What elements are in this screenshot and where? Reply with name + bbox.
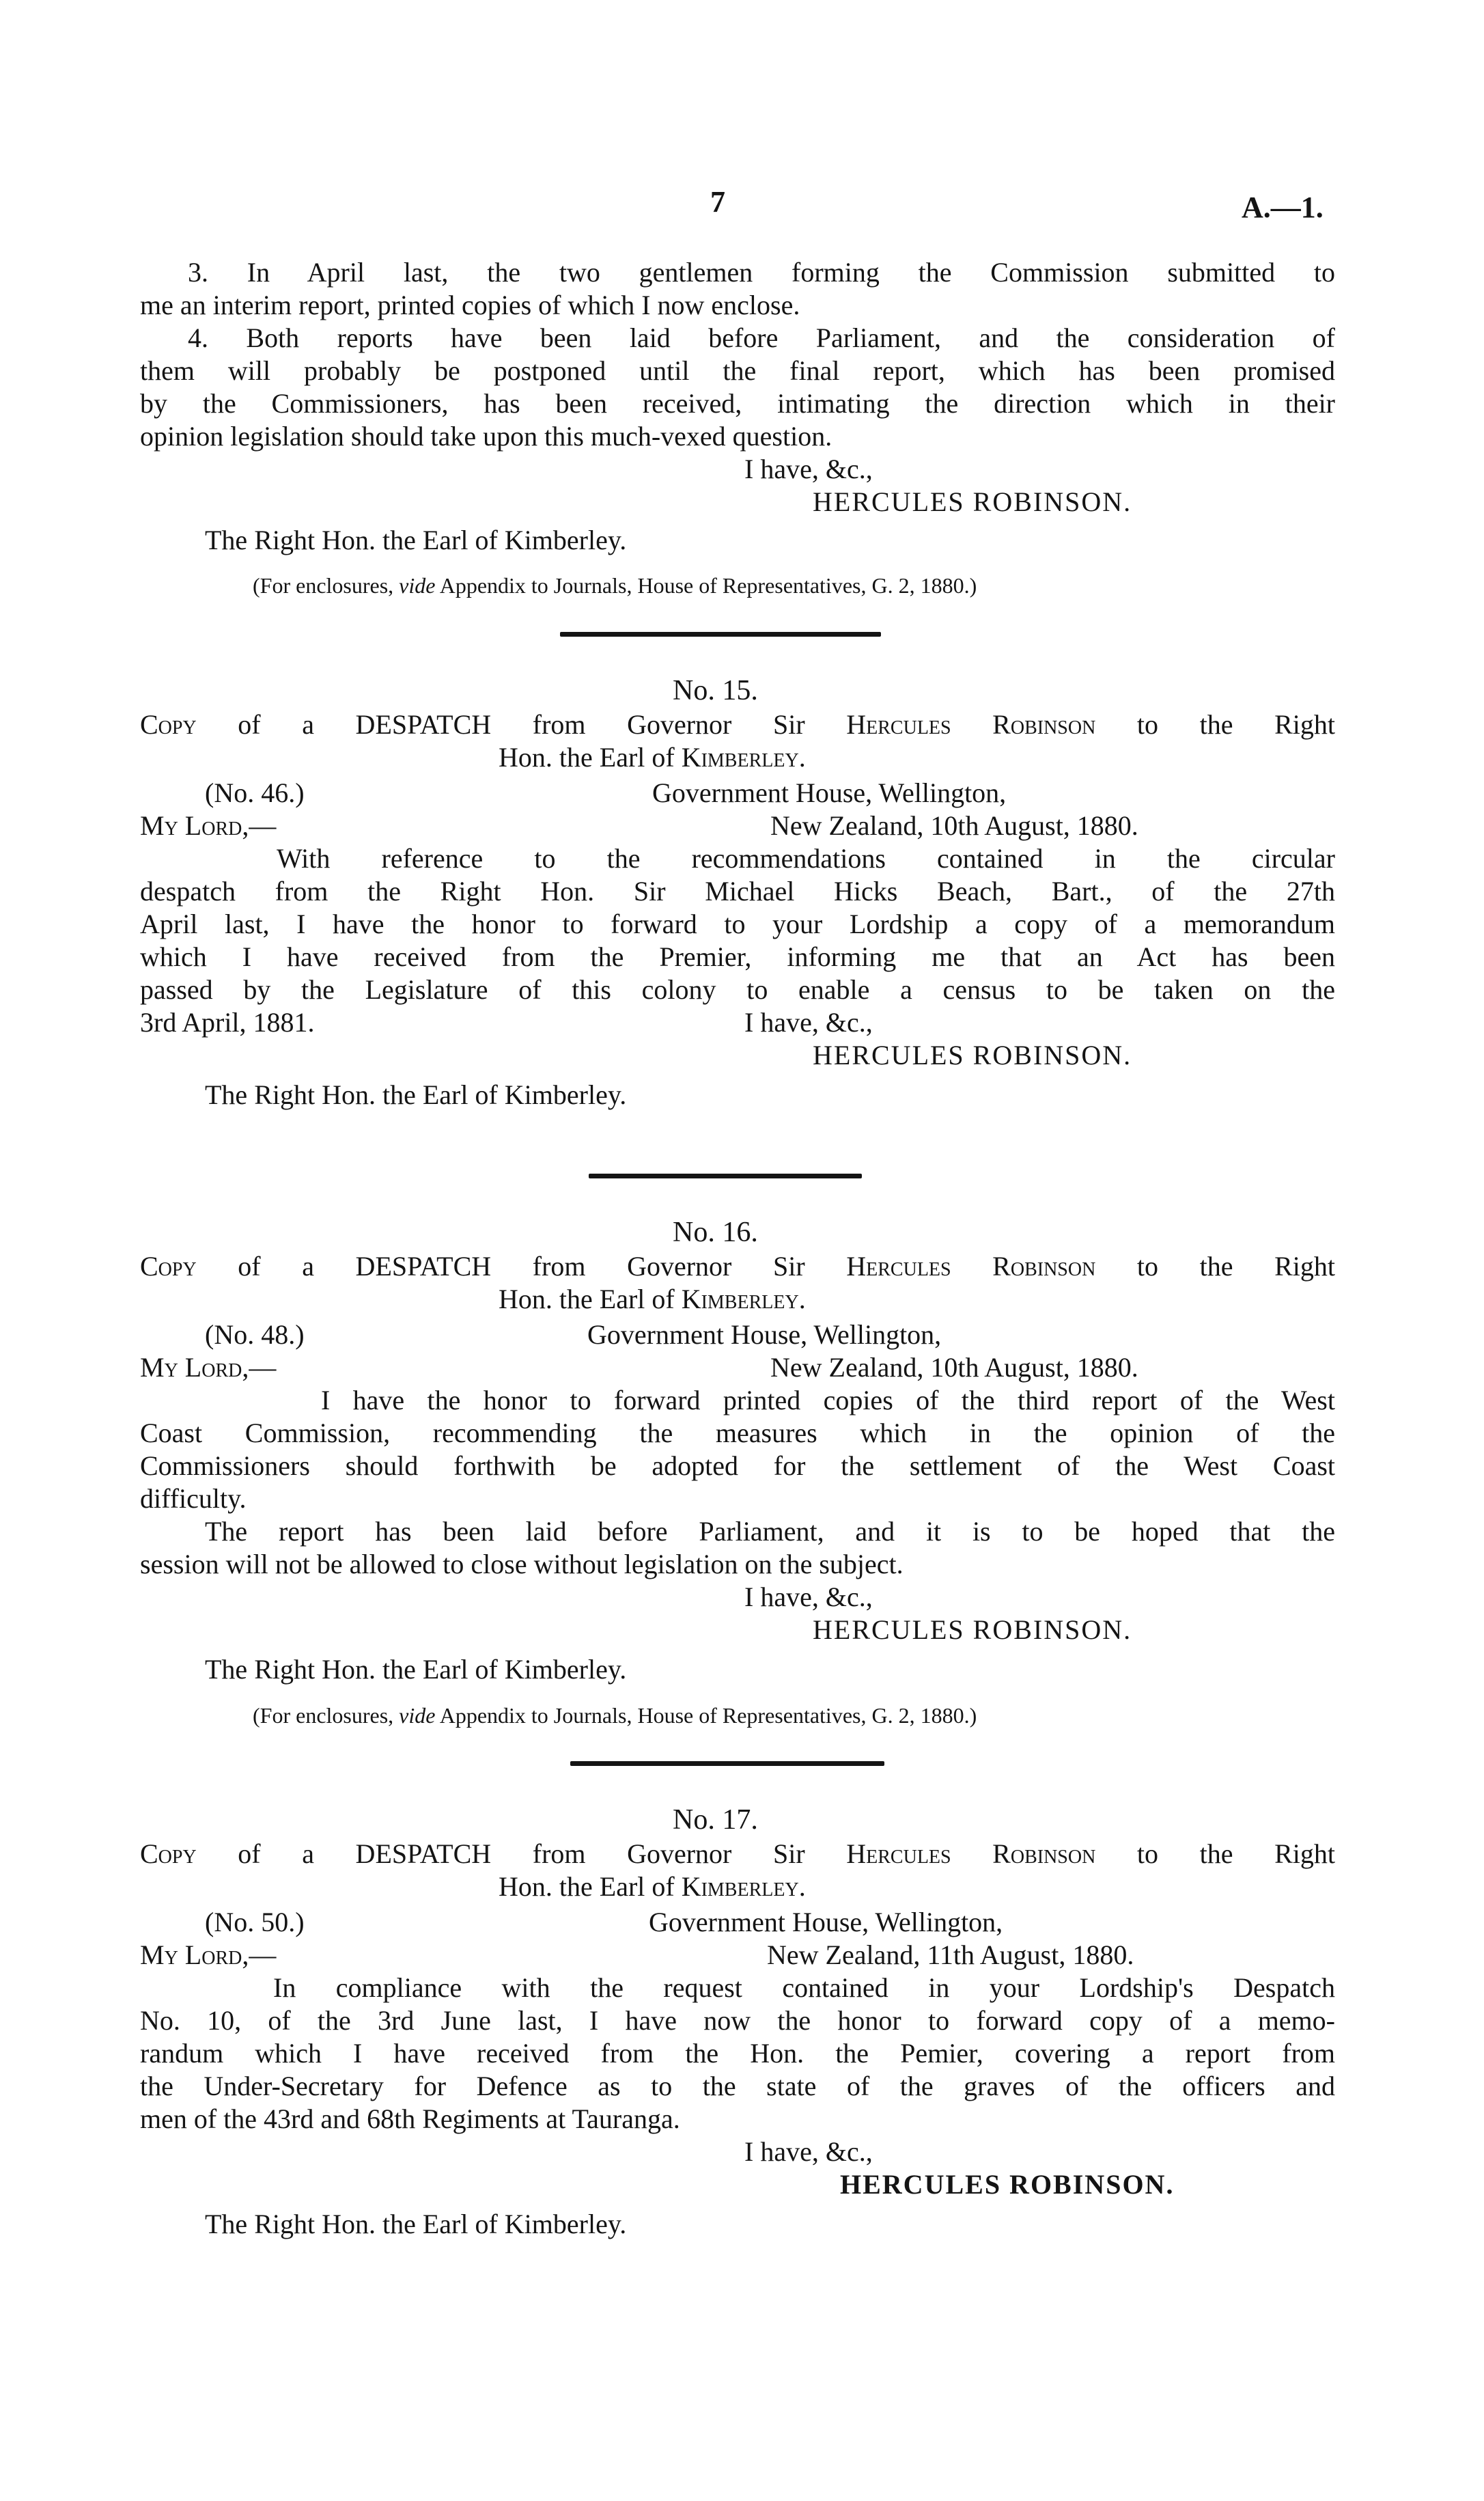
no16-salutation: My Lord,—: [140, 1352, 277, 1383]
no15-signature: HERCULES ROBINSON.: [813, 1040, 1132, 1070]
no17-title-end: to the Right: [1136, 1838, 1335, 1869]
no15-body-line-1: With reference to the recommendations contained in the circular: [277, 843, 1335, 874]
no16-title-line-1: [140, 1250, 1335, 1283]
page-number: 7: [710, 185, 725, 219]
intro-closing: I have, &c.,: [744, 454, 873, 484]
no15-title-line2-name: Kimberley.: [681, 742, 806, 773]
no17-title-line2-pre: Hon. the Earl of: [499, 1871, 675, 1902]
intro-line-6: opinion legislation should take upon this much-vexed question.: [140, 421, 832, 452]
no15-title-line-2: [499, 741, 806, 774]
section-divider-2: [589, 1174, 862, 1178]
no17-body-line-2: No. 10, of the 3rd June last, I have now the honor to forward copy of a memo-: [140, 2005, 1335, 2036]
no17-title-name: Hercules Robinson: [846, 1838, 1096, 1869]
no16-place: Government House, Wellington,: [587, 1319, 942, 1350]
no15-ref: (No. 46.): [205, 777, 305, 808]
no15-body-line-2: despatch from the Right Hon. Sir Michael Hicks Beach, Bart., of the 27th: [140, 876, 1335, 907]
enclosures-vide: vide: [399, 573, 436, 598]
enclosures-rest: Appendix to Journals, House of Representatives, G. 2, 1880.): [435, 573, 977, 598]
document-reference: A.—1.: [1242, 191, 1324, 224]
no16-addressee: The Right Hon. the Earl of Kimberley.: [205, 1654, 627, 1685]
no16-title-line2-name: Kimberley.: [681, 1284, 806, 1314]
intro-line-1: 3. In April last, the two gentlemen forming the Commission submitted to: [188, 257, 1335, 288]
no15-body-line-5: passed by the Legislature of this colony to enable a census to be taken on the: [140, 974, 1335, 1005]
no17-ref: (No. 50.): [205, 1907, 305, 1937]
no15-title-name: Hercules Robinson: [846, 709, 1096, 740]
no17-body-line-1: In compliance with the request contained in your Lordship's Despatch: [273, 1972, 1335, 2003]
no17-last-line: men of the 43rd and 68th Regiments at Tauranga.: [140, 2103, 680, 2134]
no17-title-line-2: [499, 1870, 806, 1903]
intro-line-5: by the Commissioners, has been received, intimating the direction which in their: [140, 388, 1335, 419]
no16-title-line2-pre: Hon. the Earl of: [499, 1284, 675, 1314]
no15-body-line-3: April last, I have the honor to forward to your Lordship a copy of a memorandum: [140, 909, 1335, 939]
no15-title-mid: of a DESPATCH from Governor Sir: [238, 709, 805, 740]
no17-addressee: The Right Hon. the Earl of Kimberley.: [205, 2209, 627, 2239]
no17-signature: HERCULES ROBINSON.: [840, 2169, 1175, 2200]
no16-title-line-2: [499, 1283, 806, 1316]
enclosures-open: (For enclosures,: [253, 573, 400, 598]
no17-closing: I have, &c.,: [744, 2136, 873, 2167]
no17-body-line-3: randum which I have received from the Hon. the Pemier, covering a report from: [140, 2038, 1335, 2069]
no17-body-line-4: the Under-Secretary for Defence as to the state of the graves of the officers and: [140, 2071, 1335, 2101]
no15-title-end: to the Right: [1136, 709, 1335, 740]
no17-title-mid: of a DESPATCH from Governor Sir: [238, 1838, 805, 1869]
no15-title-line-1: [140, 708, 1335, 741]
no16-title-end: to the Right: [1136, 1251, 1335, 1282]
intro-line-3: 4. Both reports have been laid before Parliament, and the consideration of: [188, 322, 1335, 353]
section-divider-1: [560, 632, 881, 637]
intro-line-4: them will probably be postponed until the final report, which has been promised: [140, 355, 1335, 386]
no16-signature: HERCULES ROBINSON.: [813, 1614, 1132, 1645]
no16-date: New Zealand, 10th August, 1880.: [770, 1352, 1138, 1383]
no16-enclosures-vide: vide: [399, 1703, 436, 1728]
no16-number: No. 16.: [673, 1217, 758, 1248]
no16-enclosures-note: [253, 1702, 977, 1728]
no16-body-line-4: difficulty.: [140, 1483, 247, 1514]
no15-addressee: The Right Hon. the Earl of Kimberley.: [205, 1079, 627, 1110]
no16-enclosures-rest: Appendix to Journals, House of Representatives, G. 2, 1880.): [435, 1703, 977, 1728]
no16-ref: (No. 48.): [205, 1319, 305, 1350]
no16-closing: I have, &c.,: [744, 1581, 873, 1612]
no15-place: Government House, Wellington,: [652, 777, 1007, 808]
no16-title-mid: of a DESPATCH from Governor Sir: [238, 1251, 805, 1282]
intro-enclosures-note: [253, 572, 977, 598]
no16-body-line-3: Commissioners should forthwith be adopted for the settlement of the West Coast: [140, 1450, 1335, 1481]
no16-body-line-5: The report has been laid before Parliament, and it is to be hoped that the: [205, 1516, 1335, 1547]
intro-signature: HERCULES ROBINSON.: [813, 486, 1132, 517]
no16-enclosures-open: (For enclosures,: [253, 1703, 400, 1728]
section-divider-3: [570, 1761, 884, 1766]
no17-number: No. 17.: [673, 1804, 758, 1836]
intro-line-2: me an interim report, printed copies of which I now enclose.: [140, 290, 800, 320]
no15-last-line: 3rd April, 1881.: [140, 1007, 315, 1038]
no15-number: No. 15.: [673, 675, 758, 706]
no17-salutation: My Lord,—: [140, 1939, 277, 1970]
no17-title-line-1: [140, 1838, 1335, 1870]
no17-place: Government House, Wellington,: [649, 1907, 1003, 1937]
no15-body-line-4: which I have received from the Premier, informing me that an Act has been: [140, 941, 1335, 972]
no15-date: New Zealand, 10th August, 1880.: [770, 810, 1138, 841]
no15-title-line2-pre: Hon. the Earl of: [499, 742, 675, 773]
no16-body-line-1: I have the honor to forward printed copies of the third report of the West: [321, 1385, 1335, 1415]
no16-title-copy: Copy: [140, 1251, 197, 1282]
intro-addressee: The Right Hon. the Earl of Kimberley.: [205, 525, 627, 555]
no16-body-line-6: session will not be allowed to close without legislation on the subject.: [140, 1549, 904, 1579]
no15-title-copy: Copy: [140, 709, 197, 740]
no17-title-copy: Copy: [140, 1838, 197, 1869]
no17-title-line2-name: Kimberley.: [681, 1871, 806, 1902]
no17-date: New Zealand, 11th August, 1880.: [767, 1939, 1134, 1970]
no15-salutation: My Lord,—: [140, 810, 277, 841]
no16-body-line-2: Coast Commission, recommending the measures which in the opinion of the: [140, 1418, 1335, 1448]
no16-title-name: Hercules Robinson: [846, 1251, 1096, 1282]
no15-closing: I have, &c.,: [744, 1007, 873, 1038]
